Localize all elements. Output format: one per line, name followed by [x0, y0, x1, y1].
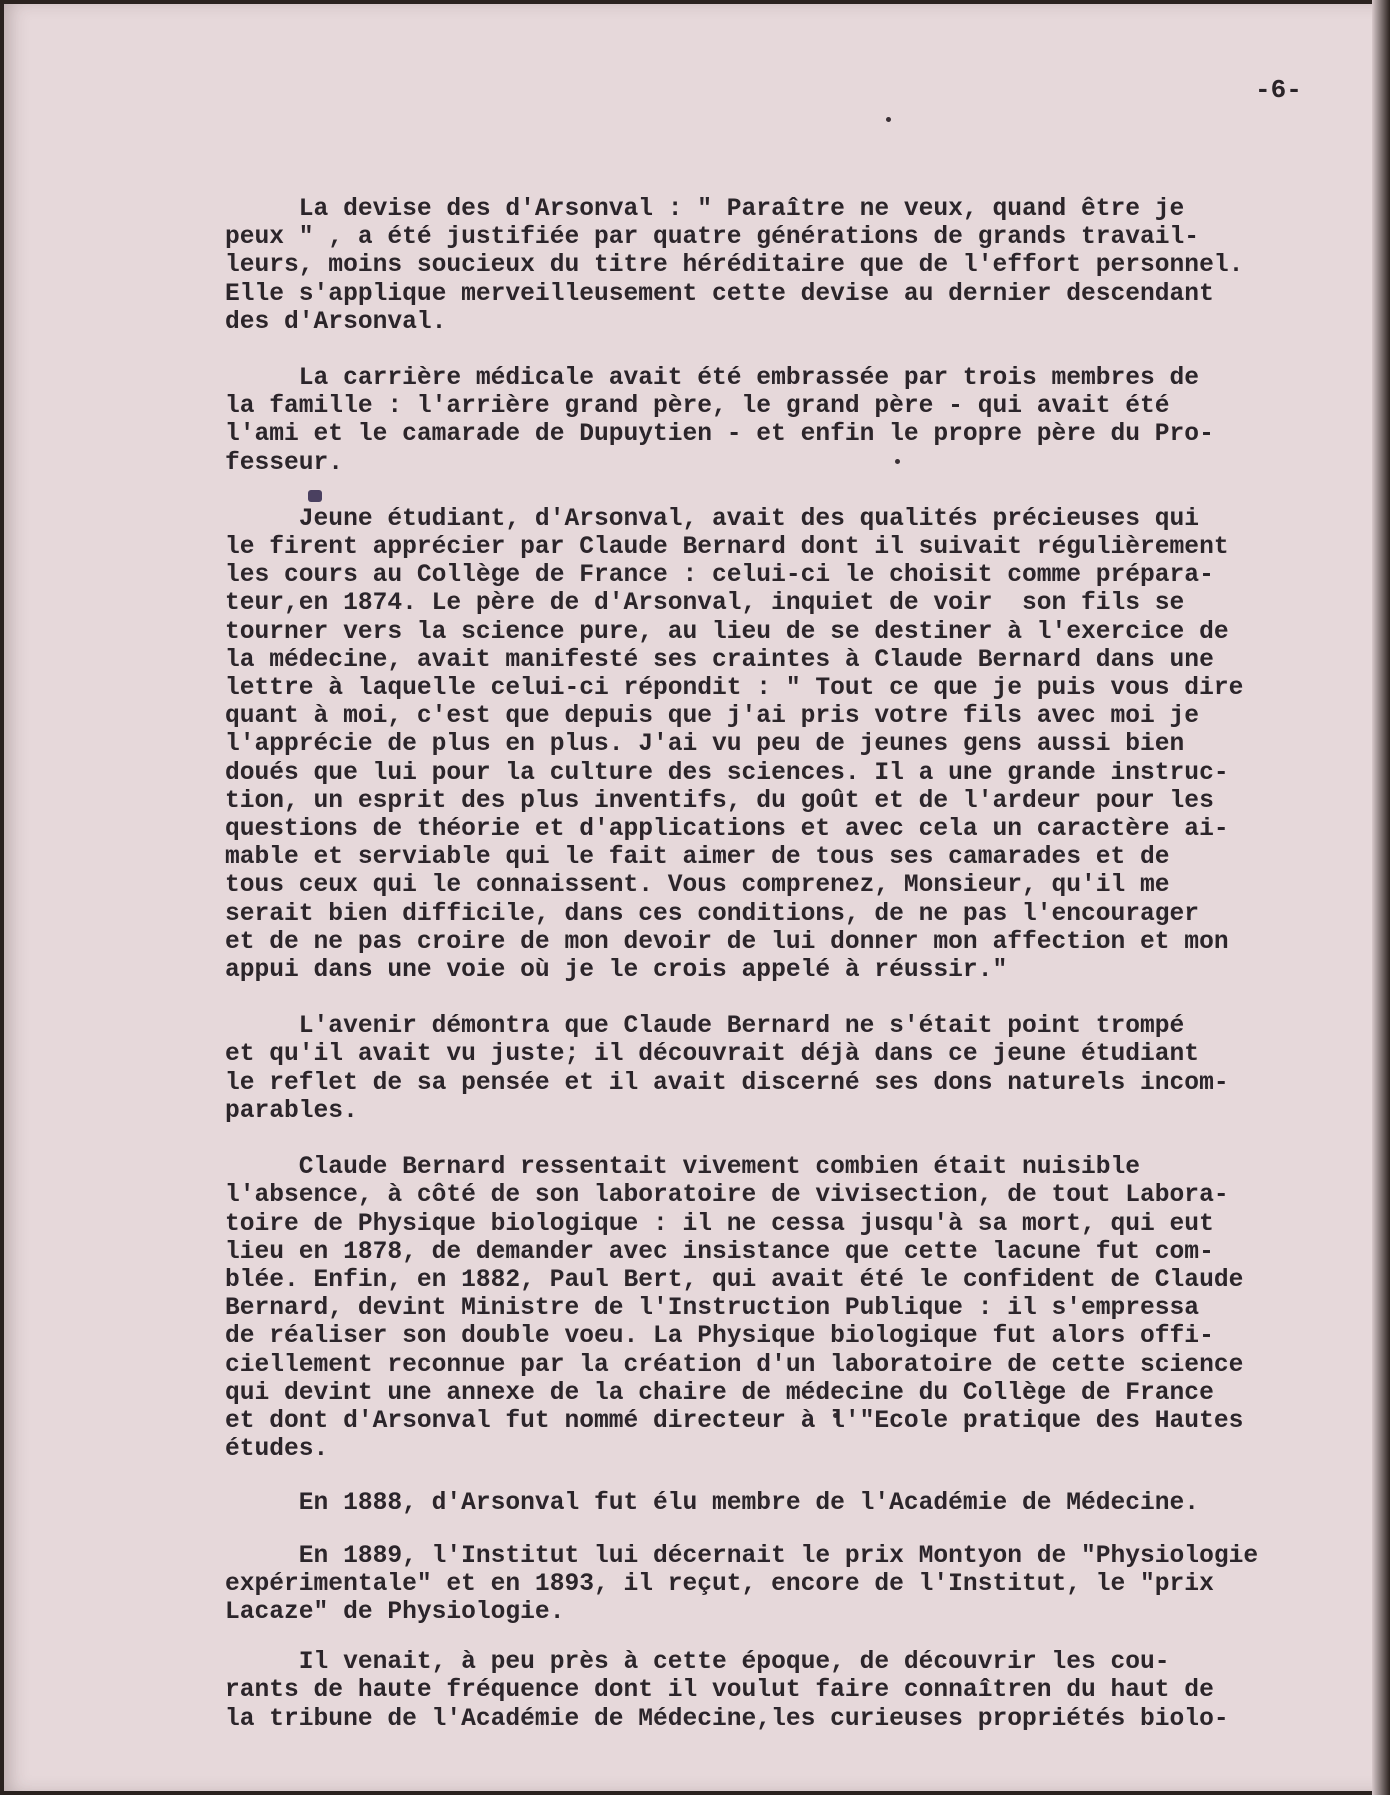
- text-line: peux " , a été justifiée par quatre générations de grands travail-: [225, 224, 1200, 252]
- text-line: le firent apprécier par Claude Bernard dont il suivait régulièrement: [225, 534, 1229, 562]
- text-line: la médecine, avait manifesté ses craintes à Claude Bernard dans une: [225, 646, 1214, 674]
- text-line: lettre à laquelle celui-ci répondit : " Tout ce que je puis vous dire: [225, 675, 1244, 703]
- text-line: études.: [225, 1436, 329, 1464]
- page-number: -6-: [1255, 75, 1302, 105]
- text-line: rants de haute fréquence dont il voulut faire connaîtren du haut de: [225, 1677, 1214, 1705]
- text-line: la famille : l'arrière grand père, le grand père - qui avait été: [225, 393, 1170, 421]
- text-line: qui devint une annexe de la chaire de médecine du Collège de France: [225, 1379, 1214, 1407]
- paragraph: [225, 1649, 1365, 1734]
- paragraph: [225, 196, 1365, 337]
- paragraph: [225, 1154, 1365, 1464]
- text-line: serait bien difficile, dans ces conditions, de ne pas l'encourager: [225, 900, 1200, 928]
- page-edge-shadow: [1372, 0, 1390, 1795]
- text-line: La devise des d'Arsonval : " Paraître ne veux, quand être je: [225, 196, 1185, 223]
- text-line: leurs, moins soucieux du titre héréditaire que de l'effort personnel.: [225, 252, 1244, 280]
- text-line: fesseur.: [225, 449, 344, 477]
- text-line: tourner vers la science pure, au lieu de se destiner à l'exercice de: [225, 618, 1229, 646]
- text-line: Bernard, devint Ministre de l'Instruction Publique : il s'empressa: [225, 1295, 1200, 1323]
- paragraph: [225, 1013, 1365, 1126]
- paragraph: [225, 506, 1365, 985]
- text-line: les cours au Collège de France : celui-ci le choisit comme prépara-: [225, 562, 1214, 590]
- text-line: L'avenir démontra que Claude Bernard ne s'était point trompé: [225, 1013, 1185, 1041]
- text-line: blée. Enfin, en 1882, Paul Bert, qui avait été le confident de Claude: [225, 1266, 1244, 1294]
- text-line: et dont d'Arsonval fut nommé directeur à l'"Ecole pratique des Hautes: [225, 1407, 1244, 1435]
- text-line: teur,en 1874. Le père de d'Arsonval, inquiet de voir son fils se: [225, 590, 1185, 618]
- text-line: tous ceux qui le connaissent. Vous comprenez, Monsieur, qu'il me: [225, 872, 1170, 900]
- paragraph: [225, 1543, 1365, 1628]
- text-line: quant à moi, c'est que depuis que j'ai pris votre fils avec moi je: [225, 703, 1200, 731]
- text-line: En 1888, d'Arsonval fut élu membre de l'Académie de Médecine.: [225, 1490, 1200, 1518]
- text-line: En 1889, l'Institut lui décernait le prix Montyon de "Physiologie: [225, 1542, 1259, 1570]
- text-line: Claude Bernard ressentait vivement combien était nuisible: [225, 1154, 1141, 1182]
- text-line: Elle s'applique merveilleusement cette devise au dernier descendant: [225, 280, 1214, 308]
- text-line: de réaliser son double voeu. La Physique biologique fut alors offi-: [225, 1323, 1214, 1351]
- text-line: et de ne pas croire de mon devoir de lui donner mon affection et mon: [225, 928, 1229, 956]
- text-line: l'absence, à côté de son laboratoire de vivisection, de tout Labora-: [225, 1182, 1229, 1210]
- paragraph: [225, 1490, 1365, 1518]
- text-line: doués que lui pour la culture des sciences. Il a une grande instruc-: [225, 759, 1229, 787]
- text-line: questions de théorie et d'applications et avec cela un caractère ai-: [225, 816, 1229, 844]
- text-line: Lacaze" de Physiologie.: [225, 1598, 565, 1626]
- text-line: lieu en 1878, de demander avec insistance que cette lacune fut com-: [225, 1238, 1214, 1266]
- text-line: toire de Physique biologique : il ne cessa jusqu'à sa mort, qui eut: [225, 1210, 1214, 1238]
- text-line: tion, un esprit des plus inventifs, du goût et de l'ardeur pour les: [225, 787, 1214, 815]
- text-line: le reflet de sa pensée et il avait discerné ses dons naturels incom-: [225, 1069, 1229, 1097]
- paragraph: [225, 365, 1365, 478]
- text-line: l'ami et le camarade de Dupuytien - et enfin le propre père du Pro-: [225, 421, 1214, 449]
- text-line: Jeune étudiant, d'Arsonval, avait des qualités précieuses qui: [225, 505, 1200, 533]
- body-text: [225, 170, 1365, 1734]
- text-line: appui dans une voie où je le crois appelé à réussir.": [225, 957, 1008, 985]
- text-line: expérimentale" et en 1893, il reçut, encore de l'Institut, le "prix: [225, 1570, 1214, 1598]
- text-line: parables.: [225, 1097, 358, 1125]
- text-line: Il venait, à peu près à cette époque, de découvrir les cou-: [225, 1649, 1170, 1677]
- text-line: La carrière médicale avait été embrassée par trois membres de: [225, 365, 1200, 393]
- text-line: ciellement reconnue par la création d'un laboratoire de cette science: [225, 1351, 1244, 1379]
- text-line: l'apprécie de plus en plus. J'ai vu peu de jeunes gens aussi bien: [225, 731, 1185, 759]
- text-line: et qu'il avait vu juste; il découvrait déjà dans ce jeune étudiant: [225, 1041, 1200, 1069]
- text-line: mable et serviable qui le fait aimer de tous ses camarades et de: [225, 844, 1170, 872]
- text-line: la tribune de l'Académie de Médecine,les curieuses propriétés biolo-: [225, 1705, 1229, 1733]
- ink-speck: [886, 117, 891, 122]
- text-line: des d'Arsonval.: [225, 308, 447, 336]
